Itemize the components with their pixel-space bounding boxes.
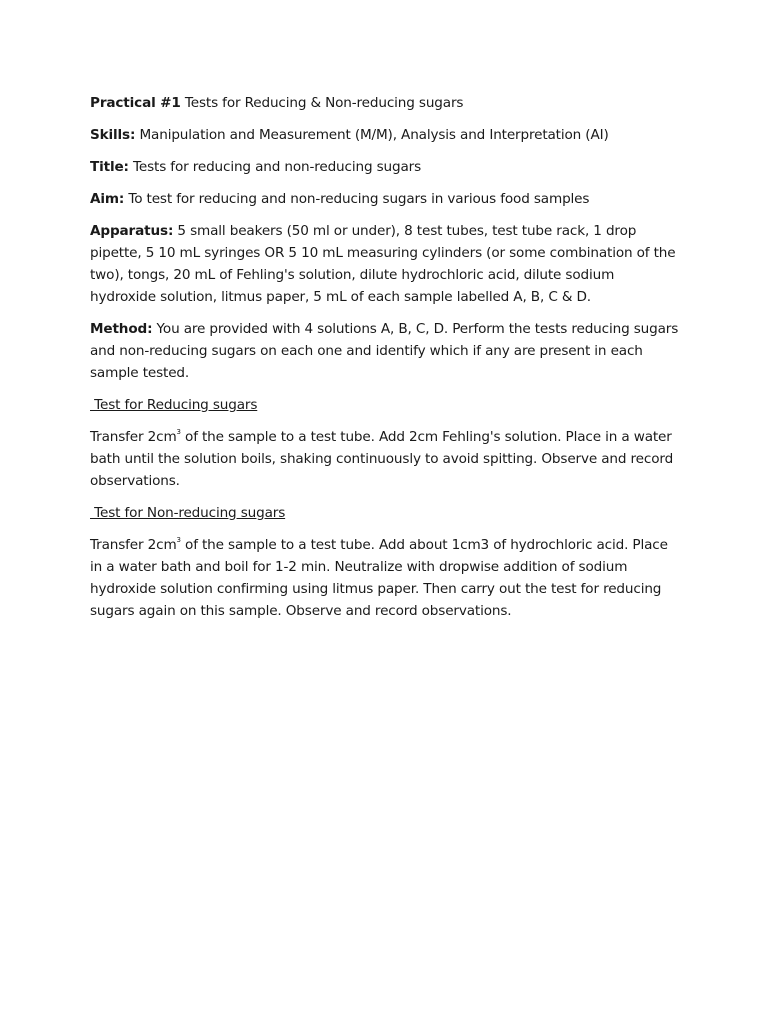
method-text: You are provided with 4 solutions A, B, C, D. Perform the tests reducing sugars and non-reducing sugars on each one and identify which if any are present in each sample tested. xyxy=(90,321,679,381)
non-reducing-heading: Test for Non-reducing sugars xyxy=(90,505,286,521)
skills-line xyxy=(90,124,680,146)
reducing-superscript: 3 xyxy=(176,428,181,437)
apparatus-label: Apparatus: xyxy=(90,223,174,239)
aim-label: Aim: xyxy=(90,191,125,207)
apparatus-text: 5 small beakers (50 ml or under), 8 test tubes, test tube rack, 1 drop pipette, 5 10 mL syringes OR 5 10 mL measuring cylinders (or some combination of the two), tongs, 20 mL of Fehling's solution, dilute hydrochloric acid, dilute sodium hydroxide solution, litmus paper, 5 mL of each sample labelled A, B, C & D. xyxy=(90,223,676,305)
title-text: Tests for reducing and non-reducing sugars xyxy=(128,159,422,175)
reducing-text-after: of the sample to a test tube. Add 2cm Fehling's solution. Place in a water bath until the solution boils, shaking continuously to avoid spitting. Observe and record observations. xyxy=(90,429,674,489)
reducing-text-before: Transfer 2cm xyxy=(90,429,177,445)
non-reducing-paragraph xyxy=(90,534,680,622)
non-reducing-text-before: Transfer 2cm xyxy=(90,537,177,553)
reducing-heading-line xyxy=(90,394,680,416)
skills-text: Manipulation and Measurement (M/M), Analysis and Interpretation (AI) xyxy=(135,127,609,143)
non-reducing-superscript: 3 xyxy=(176,536,181,545)
aim-text: To test for reducing and non-reducing sugars in various food samples xyxy=(124,191,590,207)
practical-text: Tests for Reducing & Non-reducing sugars xyxy=(180,95,464,111)
skills-label: Skills: xyxy=(90,127,136,143)
title-line xyxy=(90,156,680,178)
method-paragraph xyxy=(90,318,680,384)
title-label: Title: xyxy=(90,159,129,175)
apparatus-paragraph xyxy=(90,220,680,308)
reducing-paragraph xyxy=(90,426,680,492)
practical-line xyxy=(90,92,680,114)
practical-label: Practical #1 xyxy=(90,95,181,111)
non-reducing-text-after: of the sample to a test tube. Add about 1cm3 of hydrochloric acid. Place in a water bath and boil for 1-2 min. Neutralize with dropwise addition of sodium hydroxide solution confirming using litmus paper. Then carry out the test for reducing sugars again on this sample. Observe and record observations. xyxy=(90,537,668,619)
method-label: Method: xyxy=(90,321,153,337)
reducing-heading: Test for Reducing sugars xyxy=(90,397,258,413)
non-reducing-heading-line xyxy=(90,502,680,524)
aim-line xyxy=(90,188,680,210)
document-body xyxy=(90,92,680,632)
